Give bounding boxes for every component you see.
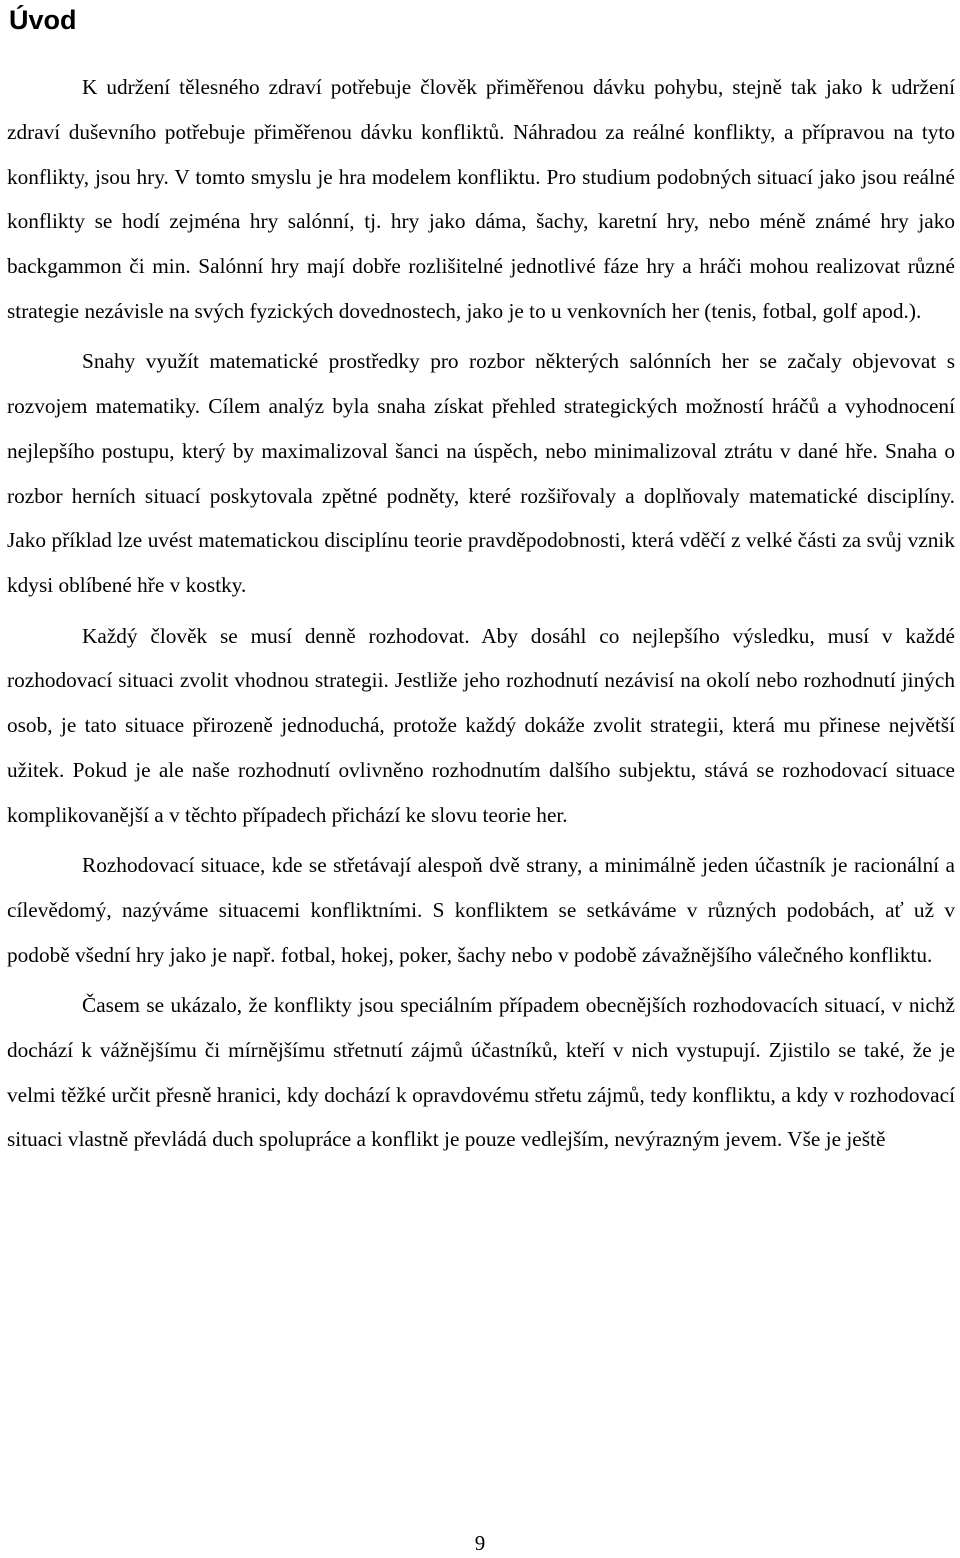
page-number: 9 bbox=[474, 1531, 486, 1555]
paragraph-3: Každý člověk se musí denně rozhodovat. Aby dosáhl co nejlepšího výsledku, musí v každé rozhodovací situaci zvolit vhodnou strategii. Jestliže jeho rozhodnutí nezávisí na okolí nebo rozhodnutí jiných osob, je tato situace přirozeně jednoduchá, protože každý dokáže zvolit strategii, která mu přinese největší užitek. Pokud je ale naše rozhodnutí ovlivněno rozhodnutím dalšího subjektu, stává se rozhodovací situace komplikovanější a v těchto případech přichází ke slovu teorie her. bbox=[7, 623, 955, 827]
section-heading: Úvod bbox=[9, 5, 77, 35]
paragraph-4: Rozhodovací situace, kde se střetávají alespoň dvě strany, a minimálně jeden účastník je racionální a cílevědomý, nazýváme situacemi konfliktními. S konfliktem se setkáváme v různých podobách, ať už v podobě všední hry jako je např. fotbal, hokej, poker, šachy nebo v podobě závažnějšího válečného konfliktu. bbox=[7, 853, 955, 967]
paragraph-5: Časem se ukázalo, že konflikty jsou speciálním případem obecnějších rozhodovacích situací, v nichž dochází k vážnějšímu či mírnějšímu střetnutí zájmů účastníků, kteří v nich vystupují. Zjistilo se také, že je velmi těžké určit přesně hranici, kdy dochází k opravdovému střetu zájmů, tedy konfliktu, a kdy v rozhodovací situaci vlastně převládá duch spolupráce a konflikt je pouze vedlejším, nevýrazným jevem. Vše je ještě bbox=[7, 992, 955, 1152]
paragraph-1: K udržení tělesného zdraví potřebuje člověk přiměřenou dávku pohybu, stejně tak jako k udržení zdraví duševního potřebuje přiměřenou dávku konfliktů. Náhradou za reálné konflikty, a přípravou na tyto konflikty, jsou hry. V tomto smyslu je hra modelem konfliktu. Pro studium podobných situací jako jsou reálné konflikty se hodí zejména hry salónní, tj. hry jako dáma, šachy, karetní hry, nebo méně známé hry jako backgammon či min. Salónní hry mají dobře rozlišitelné jednotlivé fáze hry a hráči mohou realizovat různé strategie nezávisle na svých fyzických dovednostech, jako je to u venkovních her (tenis, fotbal, golf apod.). bbox=[7, 75, 955, 323]
paragraph-2: Snahy využít matematické prostředky pro rozbor některých salónních her se začaly objevovat s rozvojem matematiky. Cílem analýz byla snaha získat přehled strategických možností hráčů a vyhodnocení nejlepšího postupu, který by maximalizoval šanci na úspěch, nebo minimalizoval ztrátu v dané hře. Snaha o rozbor herních situací poskytovala zpětné podněty, které rozšiřovaly a doplňovaly matematické disciplíny. Jako příklad lze uvést matematickou disciplínu teorie pravděpodobnosti, která vděčí z velké části za svůj vznik kdysi oblíbené hře v kostky. bbox=[7, 349, 955, 598]
body-text bbox=[7, 65, 955, 1162]
